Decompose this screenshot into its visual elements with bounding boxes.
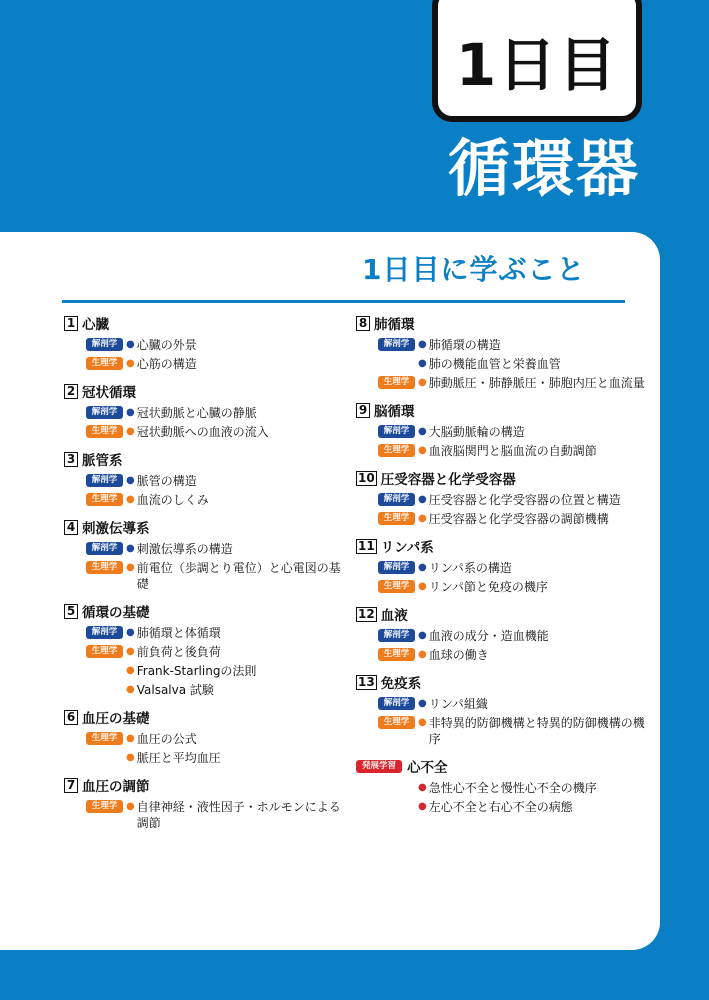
bullet-icon: ● (418, 339, 427, 350)
topic-title: リンパ系 (380, 540, 434, 556)
right-column (356, 314, 656, 825)
advanced-tag: 発展学習 (356, 760, 402, 773)
physiology-tag: 生理学 (86, 425, 123, 438)
topic-number: 12 (358, 607, 375, 621)
topic-item (86, 405, 344, 421)
physiology-tag: 生理学 (86, 561, 123, 574)
topic-item (86, 799, 344, 831)
topic-item (378, 715, 656, 747)
topic-header (356, 605, 656, 623)
topic-item-text: 肺の機能血管と栄養血管 (428, 357, 561, 371)
topic-header (64, 382, 344, 400)
topic-item-text: 前負荷と後負荷 (136, 645, 221, 659)
topic-item (86, 644, 344, 660)
topic-item (86, 473, 344, 489)
bullet-icon: ● (126, 733, 135, 744)
physiology-tag: 生理学 (86, 645, 123, 658)
bullet-icon: ● (126, 358, 135, 369)
topic-section-2 (64, 382, 344, 440)
topic-number: 4 (64, 520, 78, 535)
topic-title: 圧受容器と化学受容器 (380, 472, 516, 488)
topic-item-text: 自律神経・液性因子・ホルモンによる調節 (136, 800, 341, 830)
topic-title: 脳循環 (374, 404, 415, 420)
topic-section-13 (356, 673, 656, 747)
physiology-tag: 生理学 (378, 444, 415, 457)
topic-item-text: 血液脳関門と脳血流の自動調節 (428, 444, 597, 458)
topic-section-7 (64, 776, 344, 831)
topic-number: 9 (356, 403, 370, 418)
topic-item-text: リンパ節と免疫の機序 (428, 580, 548, 594)
anatomy-tag: 解剖学 (86, 474, 123, 487)
topic-item (378, 696, 656, 712)
topic-item-text: 血液の成分・造血機能 (428, 629, 549, 643)
topic-section-4 (64, 518, 344, 592)
advanced-header (356, 757, 656, 775)
topic-item (86, 541, 344, 557)
topic-item (86, 337, 344, 353)
topic-title: 血圧の基礎 (82, 711, 150, 727)
topic-section-8 (356, 314, 656, 391)
topic-item (378, 628, 656, 644)
topic-item (86, 663, 344, 679)
topic-item-text: リンパ系の構造 (428, 561, 512, 575)
topic-section-3 (64, 450, 344, 508)
bullet-icon: ● (418, 513, 427, 524)
topic-item-text: 脈圧と平均血圧 (136, 751, 221, 765)
topic-title: 肺循環 (374, 317, 415, 333)
advanced-section (356, 757, 656, 815)
topic-section-12 (356, 605, 656, 663)
advanced-item (378, 799, 656, 815)
bullet-icon: ● (418, 717, 427, 728)
bullet-icon: ● (126, 801, 135, 812)
topic-number: 2 (64, 384, 78, 399)
topic-title: 刺激伝導系 (82, 521, 150, 537)
topic-section-11 (356, 537, 656, 595)
bullet-icon: ● (126, 646, 135, 657)
section-heading: 1日目に学ぶこと (362, 253, 586, 286)
chapter-title: 循環器 (447, 132, 640, 205)
topic-item (378, 337, 656, 353)
topic-item-text: 血流のしくみ (136, 493, 209, 507)
topic-item-text: 肺動脈圧・肺静脈圧・肺胞内圧と血流量 (428, 376, 645, 390)
topic-title: 循環の基礎 (82, 605, 150, 621)
topic-item (378, 375, 656, 391)
topic-item (378, 560, 656, 576)
left-column (64, 314, 344, 841)
anatomy-tag: 解剖学 (86, 338, 123, 351)
topic-header (64, 602, 344, 620)
topic-section-10 (356, 469, 656, 527)
topic-title: 冠状循環 (82, 385, 136, 401)
bullet-icon: ● (126, 426, 135, 437)
topic-header (64, 314, 344, 332)
topic-item (378, 356, 656, 372)
physiology-tag: 生理学 (86, 800, 123, 813)
topic-item (378, 511, 656, 527)
bullet-icon: ● (418, 377, 427, 388)
topic-header (356, 401, 656, 419)
topic-section-1 (64, 314, 344, 372)
topic-item-text: 非特異的防御機構と特異的防御機構の機序 (428, 716, 645, 746)
topic-item (86, 424, 344, 440)
physiology-tag: 生理学 (378, 376, 415, 389)
anatomy-tag: 解剖学 (378, 561, 415, 574)
topic-header (356, 537, 656, 555)
topic-number: 13 (358, 675, 375, 689)
topic-number: 6 (64, 710, 78, 725)
topic-number: 7 (64, 778, 78, 793)
topic-item-text: 脈管の構造 (136, 474, 197, 488)
topic-number: 3 (64, 452, 78, 467)
advanced-title: 心不全 (407, 760, 448, 776)
physiology-tag: 生理学 (378, 716, 415, 729)
advanced-item (378, 780, 656, 796)
topic-title: 免疫系 (380, 676, 422, 692)
topic-item (378, 424, 656, 440)
topic-item-text: Frank-Starlingの法則 (136, 664, 257, 678)
bullet-icon: ● (418, 562, 427, 573)
advanced-item-text: 急性心不全と慢性心不全の機序 (428, 781, 597, 795)
topic-number: 8 (356, 316, 370, 331)
topic-item (86, 492, 344, 508)
anatomy-tag: 解剖学 (378, 629, 415, 642)
anatomy-tag: 解剖学 (86, 406, 123, 419)
topic-item-text: 冠状動脈への血液の流入 (136, 425, 269, 439)
topic-item (86, 682, 344, 698)
topic-number: 11 (358, 539, 375, 553)
topic-item-text: 心臓の外景 (136, 338, 197, 352)
topic-item-text: リンパ組織 (428, 697, 488, 711)
anatomy-tag: 解剖学 (86, 626, 123, 639)
bullet-icon: ● (126, 494, 135, 505)
physiology-tag: 生理学 (378, 648, 415, 661)
bullet-icon: ● (418, 494, 427, 505)
topic-item-text: 冠状動脈と心臓の静脈 (136, 406, 257, 420)
topic-item (378, 579, 656, 595)
bullet-icon: ● (418, 581, 427, 592)
bullet-icon: ● (418, 445, 427, 456)
topic-item-text: Valsalva 試験 (136, 683, 214, 697)
day-badge (432, 0, 642, 122)
bullet-icon: ● (126, 562, 135, 573)
bullet-icon: ● (418, 801, 427, 812)
bullet-icon: ● (126, 543, 135, 554)
topic-section-5 (64, 602, 344, 698)
day-label: 1日目 (455, 31, 619, 99)
topic-item-text: 圧受容器と化学受容器の調節機構 (428, 512, 609, 526)
topic-number: 10 (358, 471, 375, 485)
topic-item-text: 血球の働き (428, 648, 489, 662)
content-panel (0, 232, 660, 950)
topic-item (86, 560, 344, 592)
bullet-icon: ● (126, 627, 135, 638)
advanced-item-text: 左心不全と右心不全の病態 (428, 800, 573, 814)
anatomy-tag: 解剖学 (378, 697, 415, 710)
bullet-icon: ● (126, 339, 135, 350)
bullet-icon: ● (418, 698, 427, 709)
physiology-tag: 生理学 (86, 357, 123, 370)
topic-section-6 (64, 708, 344, 766)
topic-header (356, 314, 656, 332)
topic-section-9 (356, 401, 656, 459)
topic-title: 脈管系 (82, 453, 123, 469)
topic-item-text: 圧受容器と化学受容器の位置と構造 (428, 493, 621, 507)
topic-item (378, 443, 656, 459)
bullet-icon: ● (126, 752, 135, 763)
topic-number: 1 (64, 316, 78, 331)
topic-header (356, 673, 656, 691)
topic-item (86, 731, 344, 747)
topic-item (378, 492, 656, 508)
anatomy-tag: 解剖学 (86, 542, 123, 555)
topic-header (64, 708, 344, 726)
topic-item-text: 血圧の公式 (136, 732, 197, 746)
bullet-icon: ● (126, 665, 135, 676)
topic-item-text: 刺激伝導系の構造 (136, 542, 233, 556)
topic-item (86, 750, 344, 766)
topic-item-text: 心筋の構造 (136, 357, 197, 371)
topic-header (64, 776, 344, 794)
anatomy-tag: 解剖学 (378, 338, 415, 351)
topic-header (64, 518, 344, 536)
anatomy-tag: 解剖学 (378, 425, 415, 438)
topic-title: 血液 (380, 608, 408, 624)
physiology-tag: 生理学 (378, 580, 415, 593)
physiology-tag: 生理学 (86, 732, 123, 745)
physiology-tag: 生理学 (86, 493, 123, 506)
bullet-icon: ● (418, 649, 427, 660)
topic-item-text: 前電位（歩調とり電位）と心電図の基礎 (136, 561, 341, 591)
topic-item (378, 647, 656, 663)
bullet-icon: ● (126, 684, 135, 695)
bullet-icon: ● (418, 426, 427, 437)
topic-header (356, 469, 656, 487)
topic-item (86, 356, 344, 372)
bullet-icon: ● (126, 407, 135, 418)
topic-item (86, 625, 344, 641)
topic-header (64, 450, 344, 468)
right-sections (356, 314, 656, 747)
topic-item-text: 肺循環と体循環 (136, 626, 221, 640)
bullet-icon: ● (418, 782, 427, 793)
topic-title: 心臓 (82, 317, 109, 333)
topic-title: 血圧の調節 (82, 779, 150, 795)
topic-item-text: 肺循環の構造 (428, 338, 501, 352)
anatomy-tag: 解剖学 (378, 493, 415, 506)
topic-number: 5 (64, 604, 78, 619)
bullet-icon: ● (126, 475, 135, 486)
bullet-icon: ● (418, 630, 427, 641)
topic-item-text: 大脳動脈輪の構造 (428, 425, 525, 439)
bullet-icon: ● (418, 358, 427, 369)
heading-divider (62, 300, 625, 303)
physiology-tag: 生理学 (378, 512, 415, 525)
